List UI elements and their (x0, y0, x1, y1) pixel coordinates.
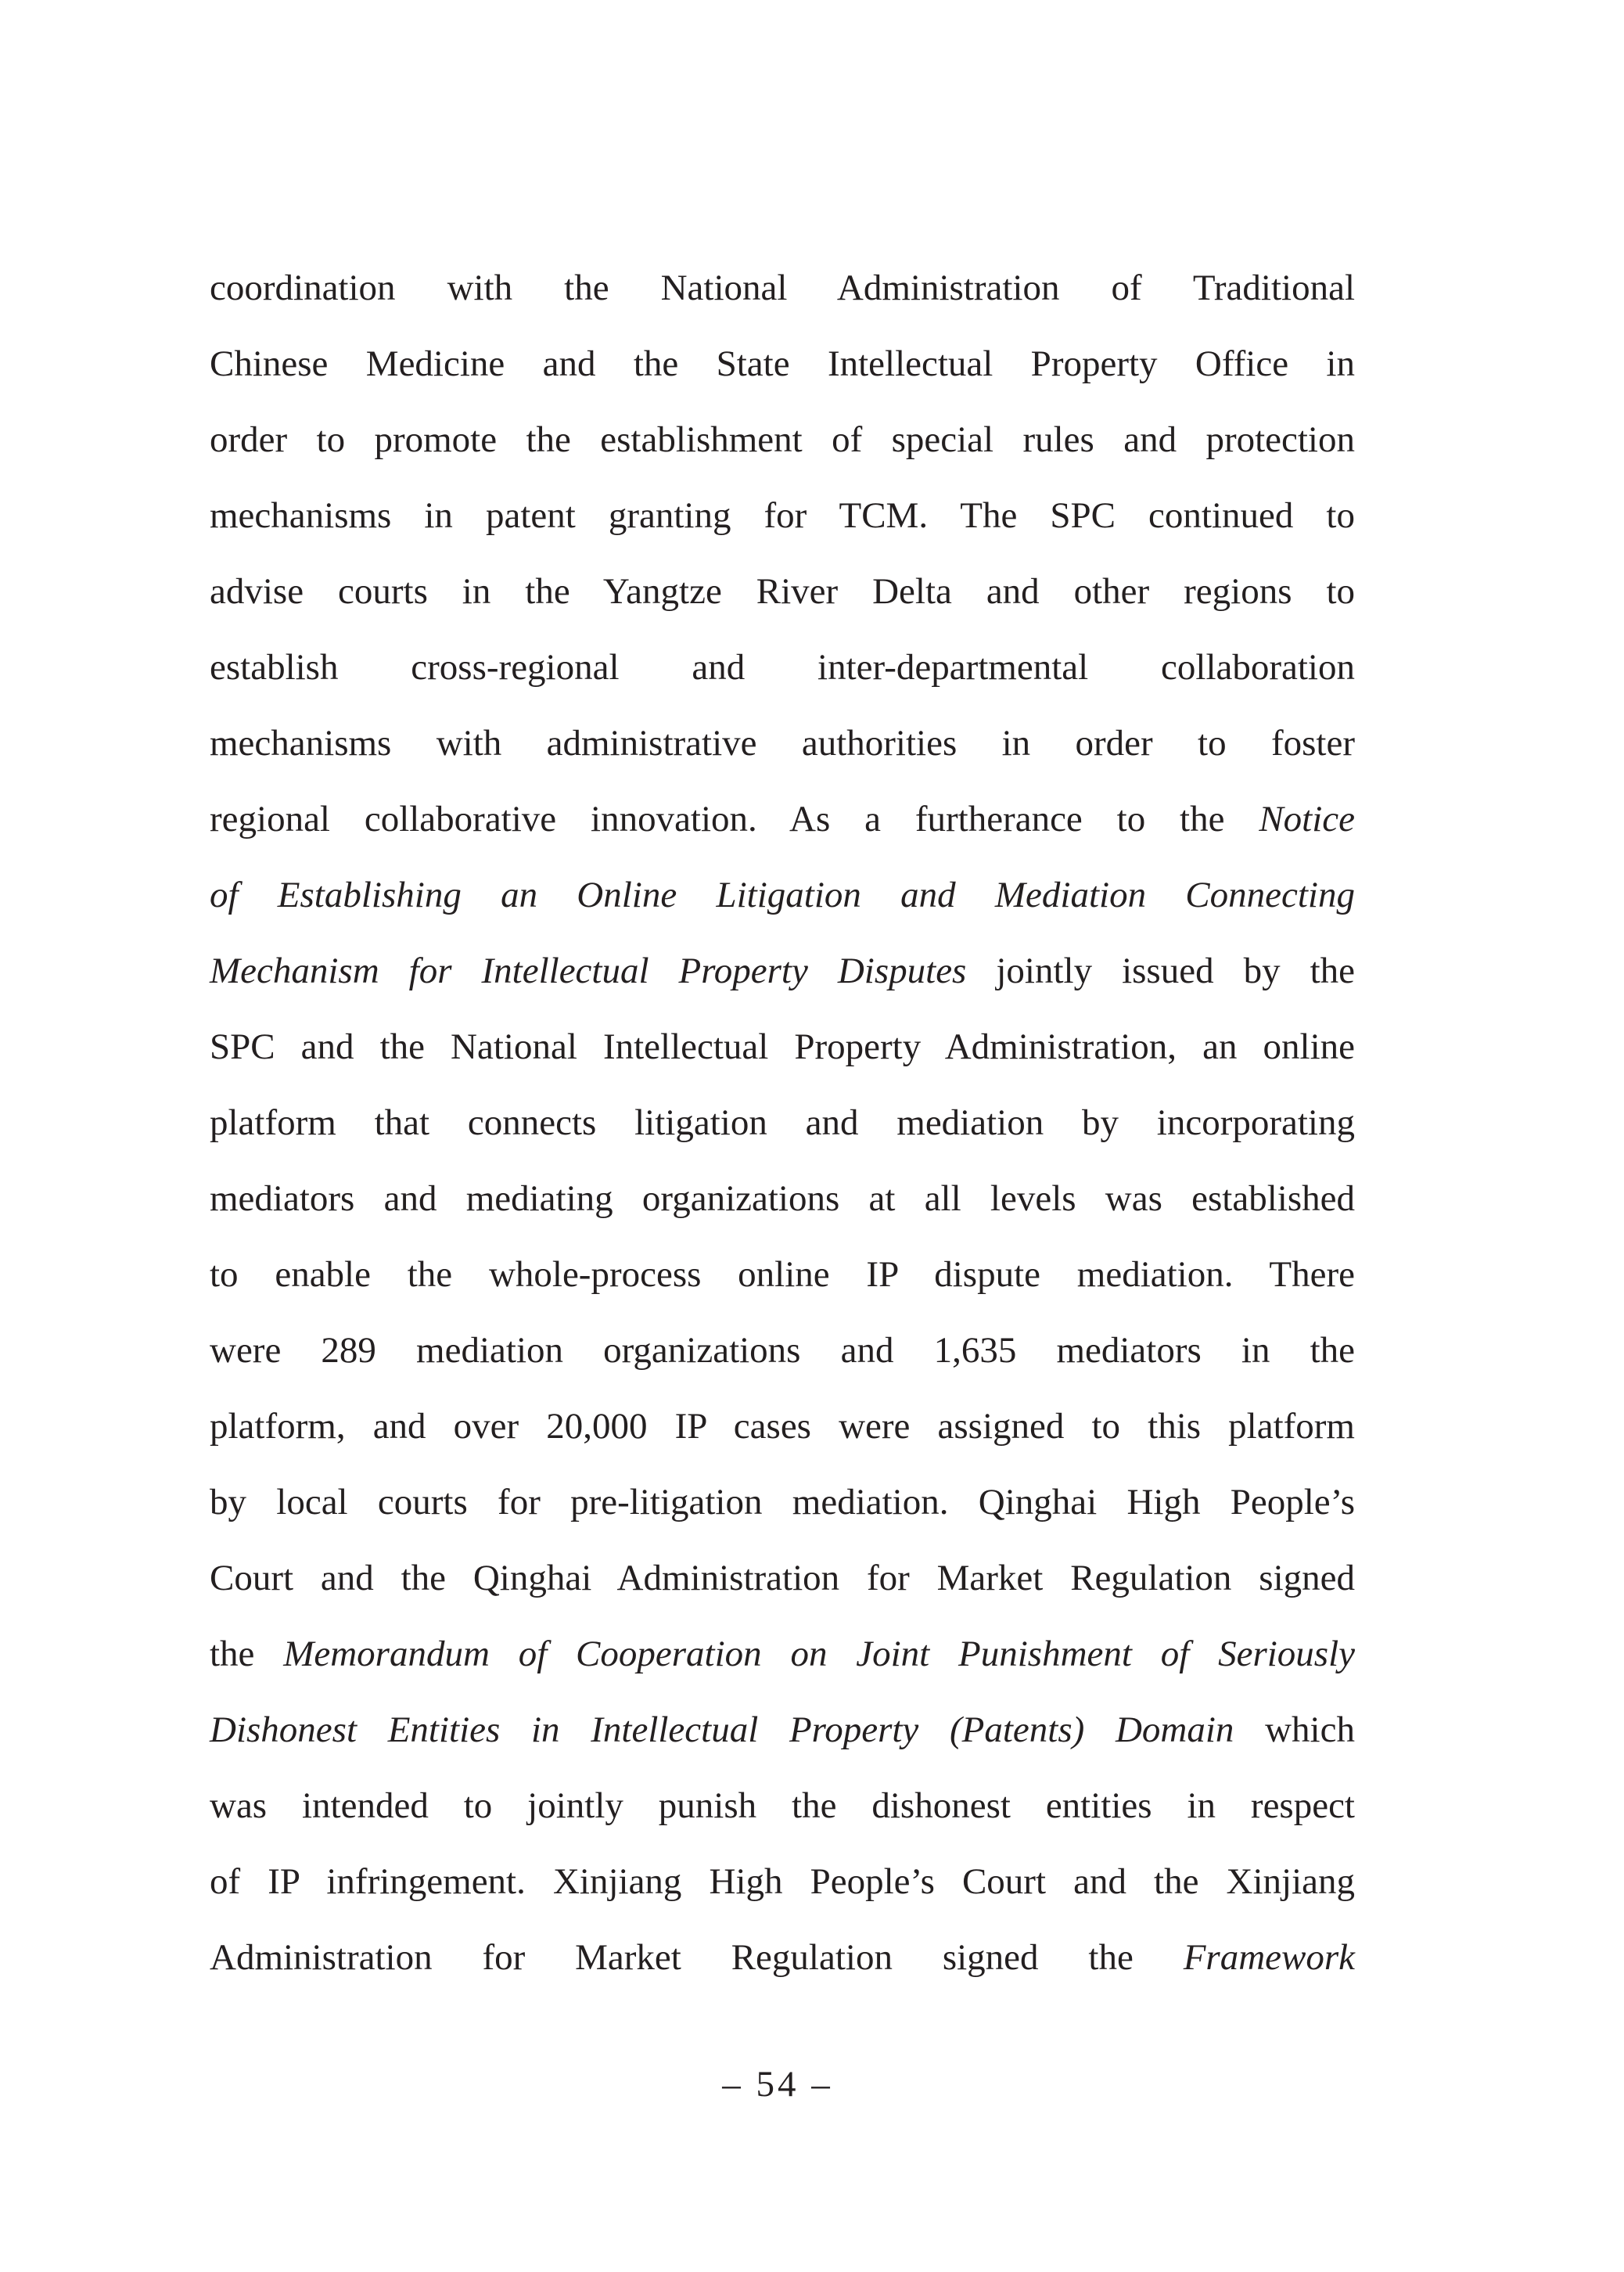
body-text: to enable the whole-process online IP dispute mediation. There (210, 1254, 1355, 1295)
text-line (210, 1085, 1355, 1161)
text-line (210, 478, 1355, 554)
body-text: order to promote the establishment of special rules and protection (210, 419, 1355, 460)
page-number: – 54 – (722, 2064, 833, 2105)
body-text: mechanisms with administrative authorities in order to foster (210, 723, 1355, 764)
text-line (210, 706, 1355, 782)
body-text: by local courts for pre-litigation mediation. Qinghai High People’s (210, 1482, 1355, 1522)
italic-title-text: Notice (1259, 799, 1355, 839)
body-text: platform that connects litigation and mediation by incorporating (210, 1102, 1355, 1143)
body-text: mediators and mediating organizations at all levels was established (210, 1178, 1355, 1219)
body-text: establish cross-regional and inter-departmental collaboration (210, 647, 1355, 688)
italic-title-text: Framework (1183, 1937, 1355, 1978)
text-line (210, 554, 1355, 630)
text-line (210, 1237, 1355, 1313)
text-line (210, 630, 1355, 706)
body-text: the (210, 1634, 284, 1674)
body-text: Court and the Qinghai Administration for Market Regulation signed (210, 1558, 1355, 1598)
text-line (210, 250, 1355, 326)
body-text: coordination with the National Administration of Traditional (210, 268, 1355, 308)
text-line (210, 1009, 1355, 1085)
text-line (210, 402, 1355, 478)
italic-title-text: Dishonest Entities in Intellectual Property (Patents) Domain (210, 1709, 1234, 1750)
body-text: Chinese Medicine and the State Intellectual Property Office in (210, 343, 1355, 384)
body-text: SPC and the National Intellectual Property Administration, an online (210, 1026, 1355, 1067)
text-line (210, 1692, 1355, 1768)
body-text: jointly issued by the (966, 951, 1355, 991)
text-line (210, 1844, 1355, 1920)
text-line (210, 857, 1355, 933)
text-line (210, 1540, 1355, 1616)
body-text: advise courts in the Yangtze River Delta and other regions to (210, 571, 1355, 612)
body-text: Administration for Market Regulation signed the (210, 1937, 1184, 1978)
body-text: of IP infringement. Xinjiang High People’s Court and the Xinjiang (210, 1861, 1355, 1902)
text-line (210, 1313, 1355, 1389)
italic-title-text: Mechanism for Intellectual Property Disputes (210, 951, 967, 991)
text-line (210, 933, 1355, 1009)
text-line (210, 1161, 1355, 1237)
text-line (210, 326, 1355, 402)
text-line (210, 1389, 1355, 1465)
body-paragraph (210, 250, 1355, 1996)
body-text: mechanisms in patent granting for TCM. The SPC continued to (210, 495, 1355, 536)
text-line (210, 1768, 1355, 1844)
italic-title-text: Memorandum of Cooperation on Joint Punishment of Seriously (283, 1634, 1356, 1674)
body-text: platform, and over 20,000 IP cases were assigned to this platform (210, 1406, 1355, 1447)
body-text: were 289 mediation organizations and 1,635 mediators in the (210, 1330, 1355, 1371)
italic-title-text: of Establishing an Online Litigation and Mediation Connecting (210, 875, 1355, 915)
text-line (210, 1920, 1355, 1996)
body-text: was intended to jointly punish the dishonest entities in respect (210, 1785, 1355, 1826)
text-line (210, 1616, 1355, 1692)
text-line (210, 782, 1355, 857)
body-text: regional collaborative innovation. As a furtherance to the (210, 799, 1259, 839)
text-line (210, 1465, 1355, 1540)
body-text: which (1234, 1709, 1355, 1750)
